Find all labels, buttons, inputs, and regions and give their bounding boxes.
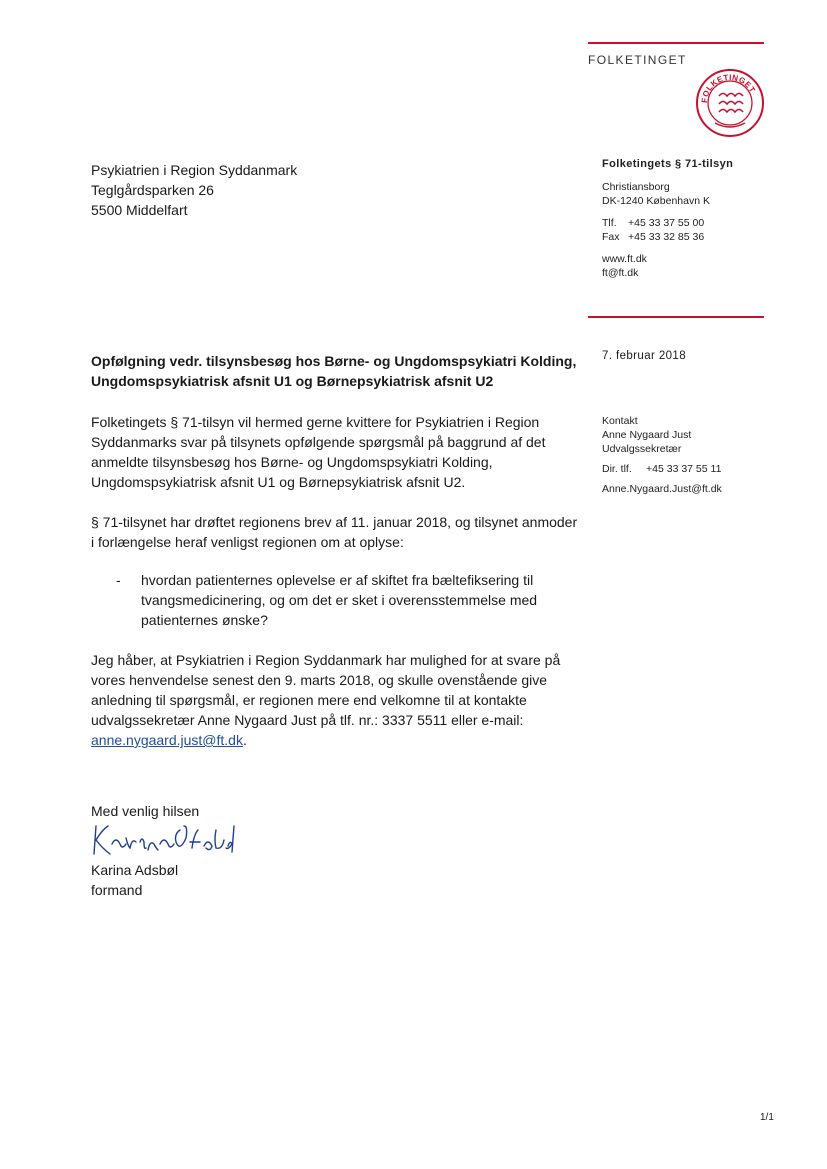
paragraph-3-text: Jeg håber, at Psykiatrien i Region Syddanmark har mulighed for at svare på vores henvendelse senest den 9. marts 2018, og skulle ovenstående give anledning til spørgsmål, er regionen mere end velkomne til at kontakte udvalgssekretær Anne Nygaard Just på tlf. nr.: 3337 5511 eller e-mail: <box>91 652 561 728</box>
sender-title: Folketingets § 71-tilsyn <box>602 158 734 170</box>
closing-greeting: Med venlig hilsen <box>91 803 200 819</box>
bullet-text: hvordan patienternes oplevelse er af skiftet fra bæltefiksering til tvangsmedicinering, og om det er sket i overensstemmelse med patienternes ønske? <box>141 572 538 628</box>
body-paragraph-3 <box>91 650 581 750</box>
email-link[interactable]: anne.nygaard.just@ft.dk <box>91 732 243 748</box>
signatory-title: formand <box>91 882 143 898</box>
seal-text: FOLKETINGET <box>699 72 758 104</box>
sender-phone-row <box>602 216 733 230</box>
signatory-name: Karina Adsbøl <box>91 862 179 878</box>
header-red-line-top <box>588 42 764 44</box>
sender-block <box>602 157 733 280</box>
letter-subject: Opfølgning vedr. tilsynsbesøg hos Børne- og Ungdomspsykiatri Kolding, Ungdomspsykiatrisk afsnit U1 og Børnepsykiatrisk afsnit U2 <box>91 353 577 389</box>
sender-phone-label: Tlf. <box>602 217 617 229</box>
bullet-dash: - <box>116 572 121 588</box>
recipient-line: Psykiatrien i Region Syddanmark <box>91 162 298 178</box>
contact-phone-row <box>602 462 722 476</box>
contact-phone-label: Dir. tlf. <box>602 463 632 475</box>
bullet-item <box>116 570 556 630</box>
folketinget-seal-logo <box>695 68 765 138</box>
sender-web: www.ft.dk <box>602 253 647 265</box>
header-red-line-bottom <box>588 316 764 318</box>
contact-block <box>602 414 722 496</box>
contact-name: Anne Nygaard Just <box>602 429 692 441</box>
sender-email: ft@ft.dk <box>602 267 639 279</box>
signatory <box>91 860 178 900</box>
contact-role: Udvalgssekretær <box>602 443 682 455</box>
letter-date: 7. februar 2018 <box>602 350 687 362</box>
sender-fax-label: Fax <box>602 231 620 243</box>
handwritten-signature <box>88 820 238 860</box>
contact-email: Anne.Nygaard.Just@ft.dk <box>602 483 722 495</box>
contact-heading: Kontakt <box>602 415 638 427</box>
recipient-address <box>91 160 297 220</box>
sender-address-line: DK-1240 København K <box>602 195 710 207</box>
paragraph-3-end: . <box>242 732 247 748</box>
sender-address-line: Christiansborg <box>602 181 670 193</box>
contact-phone: +45 33 37 55 11 <box>646 463 722 475</box>
recipient-line: Teglgårdsparken 26 <box>91 182 214 198</box>
body-paragraph-2: § 71-tilsynet har drøftet regionens brev af 11. januar 2018, og tilsynet anmoder i forlængelse heraf venligst regionen om at oplyse: <box>91 514 578 550</box>
page-number: 1/1 <box>760 1112 774 1123</box>
recipient-line: 5500 Middelfart <box>91 202 188 218</box>
sender-phone: +45 33 37 55 00 <box>628 217 705 229</box>
sender-fax: +45 33 32 85 36 <box>628 231 705 243</box>
sender-fax-row <box>602 230 733 244</box>
body-paragraph-1: Folketingets § 71-tilsyn vil hermed gerne kvittere for Psykiatrien i Region Syddanmarks svar på tilsynets opfølgende spørgsmål på baggrund af det anmeldte tilsynsbesøg hos Børne- og Ungdomspsykiatri Kolding, Ungdomspsykiatrisk afsnit U1 og Børnepsykiatrisk afsnit U2. <box>91 414 546 490</box>
brand-name: FOLKETINGET <box>588 53 687 67</box>
